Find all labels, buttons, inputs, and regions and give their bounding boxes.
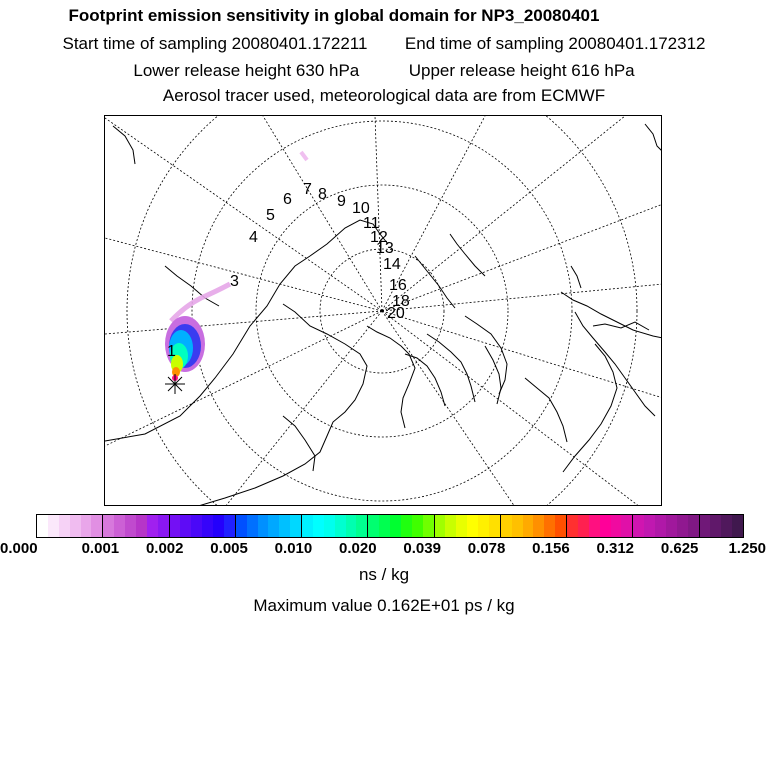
map-panel <box>104 115 662 506</box>
colorbar-segment <box>70 515 81 537</box>
colorbar-segment <box>59 515 70 537</box>
colorbar-segment <box>732 515 743 537</box>
traj-label-9: 9 <box>337 193 346 210</box>
colorbar-segment <box>644 515 655 537</box>
colorbar-tick-label: 0.010 <box>274 540 313 557</box>
colorbar-segment <box>655 515 666 537</box>
start-time: Start time of sampling 20080401.172211 <box>62 34 368 53</box>
colorbar-segment <box>247 515 258 537</box>
colorbar-segment <box>367 515 379 537</box>
release-point-star-icon <box>165 374 185 394</box>
maximum-value: Maximum value 0.162E+01 ps / kg <box>253 596 515 615</box>
colorbar-segment <box>279 515 290 537</box>
colorbar-segment <box>191 515 202 537</box>
colorbar-segment <box>412 515 423 537</box>
colorbar-segment <box>169 515 181 537</box>
colorbar-segment <box>512 515 523 537</box>
colorbar-segment <box>356 515 367 537</box>
sensitivity-plume <box>165 152 307 381</box>
colorbar-segment <box>258 515 269 537</box>
colorbar-tick-label: 0.156 <box>532 540 570 557</box>
colorbar-segment <box>125 515 136 537</box>
colorbar-segment <box>555 515 566 537</box>
colorbar-segment <box>710 515 721 537</box>
colorbar-segment <box>566 515 578 537</box>
colorbar-tick-label: 0.625 <box>660 540 699 557</box>
colorbar-segment <box>600 515 611 537</box>
colorbar-segment <box>489 515 500 537</box>
colorbar-segment <box>224 515 235 537</box>
colorbar-segment <box>445 515 456 537</box>
coastlines <box>105 124 662 506</box>
colorbar-segment <box>268 515 279 537</box>
colorbar-tick-label: 1.250 <box>728 540 766 557</box>
traj-label-6: 6 <box>283 191 292 208</box>
colorbar-tick-label: 0.000 <box>0 540 38 557</box>
end-time: End time of sampling 20080401.172312 <box>404 34 706 53</box>
colorbar-segment <box>324 515 335 537</box>
colorbar-segment <box>467 515 478 537</box>
colorbar-segment <box>621 515 632 537</box>
traj-label-13: 13 <box>376 240 394 257</box>
colorbar-tick-label: 0.039 <box>403 540 441 557</box>
colorbar-segment <box>677 515 688 537</box>
colorbar-segment <box>423 515 434 537</box>
colorbar-segment <box>699 515 711 537</box>
colorbar-segment <box>147 515 158 537</box>
colorbar-segment <box>313 515 324 537</box>
colorbar-tick-label: 0.002 <box>145 540 184 557</box>
colorbar-segment <box>523 515 534 537</box>
colorbar-segment <box>102 515 114 537</box>
colorbar-segment <box>533 515 544 537</box>
colorbar-tick-label: 0.005 <box>210 540 248 557</box>
traj-label-16: 16 <box>389 277 407 294</box>
colorbar-segment <box>114 515 125 537</box>
colorbar-segment <box>500 515 512 537</box>
colorbar-segment <box>301 515 313 537</box>
sampling-times <box>0 34 768 54</box>
colorbar-segment <box>180 515 191 537</box>
traj-label-20: 20 <box>387 305 405 322</box>
release-heights <box>0 61 768 81</box>
lower-release-height: Lower release height 630 hPa <box>133 61 360 80</box>
colorbar-segment <box>478 515 489 537</box>
traj-label-14: 14 <box>383 256 401 273</box>
colorbar-segment <box>544 515 555 537</box>
map-title: Footprint emission sensitivity in global domain for NP3_20080401 <box>68 6 600 25</box>
colorbar-segment <box>235 515 247 537</box>
colorbar-segment <box>81 515 92 537</box>
traj-label-18: 18 <box>392 293 410 310</box>
colorbar-segment <box>48 515 59 537</box>
traj-label-10: 10 <box>352 200 370 217</box>
colorbar-tick-label: 0.020 <box>339 540 377 557</box>
colorbar-segment <box>589 515 600 537</box>
colorbar-segment <box>213 515 224 537</box>
colorbar-segment <box>390 515 401 537</box>
colorbar-segment <box>611 515 622 537</box>
polar-map <box>105 116 662 506</box>
colorbar-segment <box>578 515 589 537</box>
traj-label-3: 3 <box>230 273 239 290</box>
colorbar-segment <box>158 515 169 537</box>
colorbar <box>36 514 744 538</box>
colorbar-segment <box>688 515 699 537</box>
colorbar-segment <box>666 515 677 537</box>
colorbar-segment <box>335 515 346 537</box>
tracer-note: Aerosol tracer used, meteorological data are from ECMWF <box>162 86 606 105</box>
colorbar-segment <box>456 515 467 537</box>
traj-label-1: 1 <box>167 343 176 360</box>
traj-label-12: 12 <box>370 229 388 246</box>
colorbar-tick-label: 0.078 <box>467 540 506 557</box>
traj-label-7: 7 <box>303 181 312 198</box>
colorbar-unit: ns / kg <box>358 565 410 584</box>
traj-label-4: 4 <box>249 229 258 246</box>
colorbar-segment <box>290 515 301 537</box>
colorbar-segment <box>37 515 48 537</box>
colorbar-segment <box>379 515 390 537</box>
traj-label-5: 5 <box>266 207 275 224</box>
colorbar-segment <box>202 515 213 537</box>
meridians <box>105 116 662 506</box>
traj-label-8: 8 <box>318 186 327 203</box>
colorbar-segment <box>401 515 412 537</box>
colorbar-tick-label: 0.312 <box>596 540 635 557</box>
colorbar-segment <box>721 515 732 537</box>
colorbar-segment <box>632 515 644 537</box>
colorbar-segment <box>434 515 446 537</box>
upper-release-height: Upper release height 616 hPa <box>408 61 635 80</box>
colorbar-tick-labels <box>0 540 768 560</box>
colorbar-tick-label: 0.001 <box>81 540 120 557</box>
colorbar-segment <box>346 515 357 537</box>
colorbar-segment <box>91 515 102 537</box>
traj-label-11: 11 <box>363 215 380 232</box>
colorbar-segment <box>136 515 147 537</box>
